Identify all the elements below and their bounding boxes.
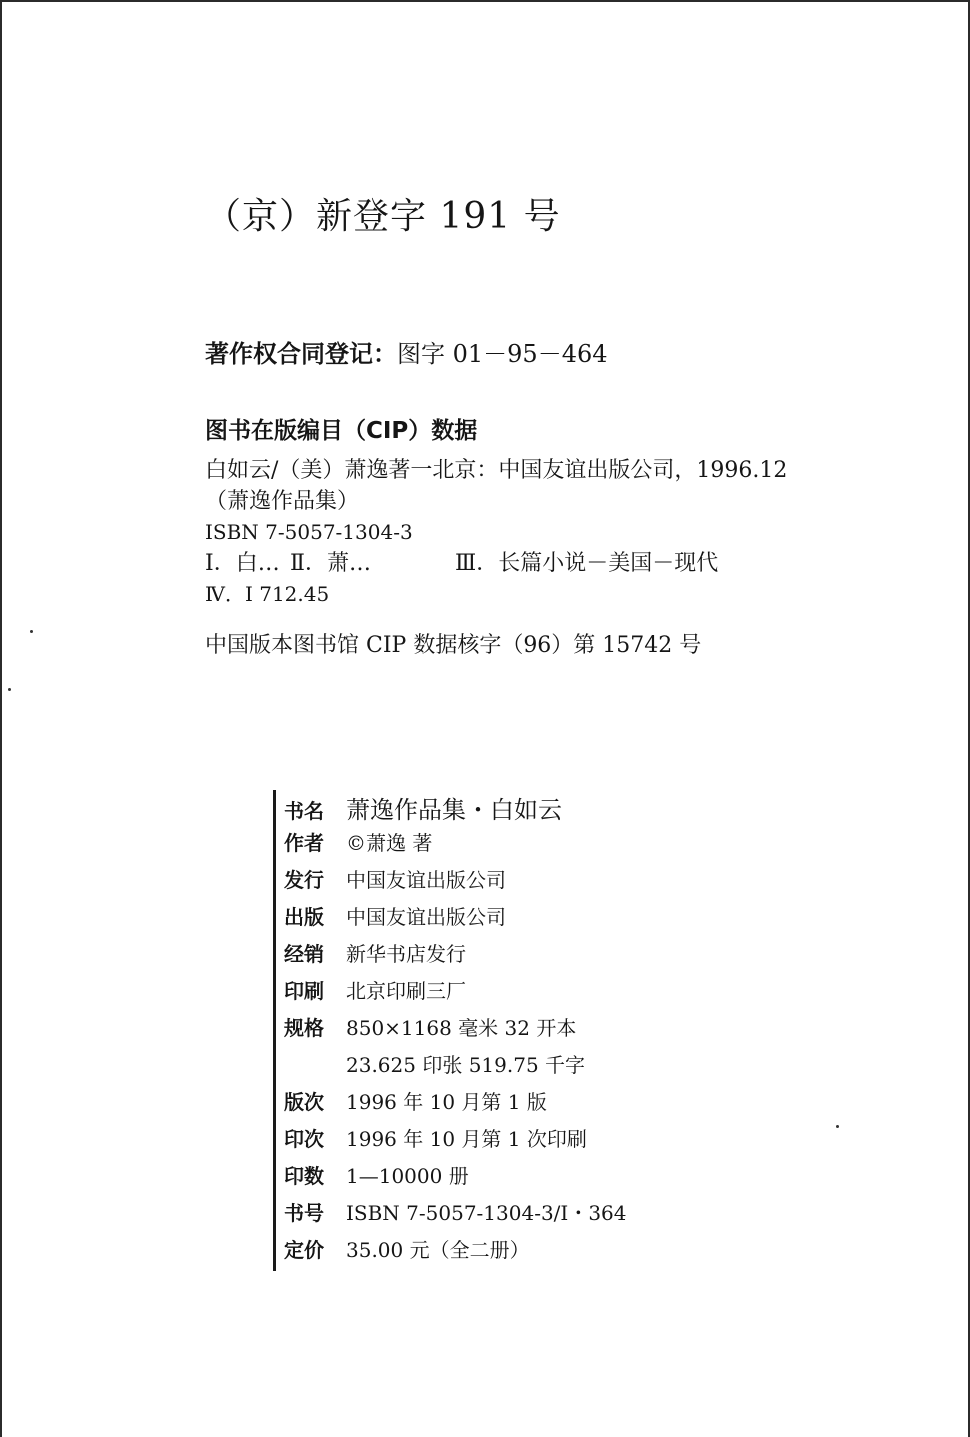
imprint-value: 新华书店发行	[346, 942, 466, 966]
copyright-registration-value: 图字 01－95－464	[397, 340, 608, 368]
scan-speck	[836, 1125, 839, 1128]
imprint-row-publisher	[284, 901, 744, 938]
cip-series-line: （萧逸作品集）	[205, 489, 360, 514]
imprint-value: 1—10000 册	[346, 1164, 469, 1188]
imprint-value: ISBN 7-5057-1304-3/Ⅰ・364	[346, 1201, 627, 1225]
cip-citation-line: 白如云/（美）萧逸著一北京：中国友谊出版公司，1996.12	[205, 458, 788, 483]
imprint-label: 印数	[284, 1164, 324, 1188]
imprint-label: 书号	[284, 1201, 324, 1225]
imprint-value: 1996 年 10 月第 1 次印刷	[346, 1127, 587, 1151]
imprint-label: 印刷	[284, 979, 324, 1003]
imprint-label: 出版	[284, 905, 324, 929]
imprint-table	[273, 790, 744, 1271]
imprint-label: 印次	[284, 1127, 324, 1151]
cip-data-block	[205, 412, 905, 610]
imprint-value: 中国友谊出版公司	[346, 868, 506, 892]
cip-class-4: Ⅳ．I 712.45	[205, 582, 330, 606]
imprint-row-format-continued	[284, 1049, 744, 1086]
imprint-label: 书名	[284, 799, 324, 823]
scan-edge-top	[0, 0, 970, 2]
imprint-value: 北京印刷三厂	[346, 979, 466, 1003]
imprint-label: 作者	[284, 831, 324, 855]
copyright-contract-registration	[205, 334, 608, 369]
imprint-label: 发行	[284, 868, 324, 892]
imprint-label: 规格	[284, 1016, 324, 1040]
imprint-row-title	[284, 790, 744, 827]
imprint-value: 萧逸作品集・白如云	[346, 796, 562, 824]
imprint-row-printer	[284, 975, 744, 1012]
cip-class-1: Ⅰ．白…	[205, 551, 280, 576]
cip-class-2: Ⅱ．萧…	[290, 551, 371, 576]
imprint-row-printing	[284, 1123, 744, 1160]
imprint-row-book-number	[284, 1197, 744, 1234]
scan-speck	[8, 688, 11, 691]
imprint-row-seller	[284, 938, 744, 975]
publisher-registration-number: （京）新登字 191 号	[205, 196, 561, 237]
imprint-row-price	[284, 1234, 744, 1271]
cip-classification	[205, 548, 905, 579]
copyright-registration-label: 著作权合同登记：	[205, 340, 397, 368]
imprint-value: 35.00 元（全二册）	[346, 1238, 530, 1262]
scan-edge-left	[0, 0, 2, 1437]
scan-speck	[30, 630, 33, 633]
cip-isbn: ISBN 7-5057-1304-3	[205, 520, 413, 544]
imprint-value: 中国友谊出版公司	[346, 905, 506, 929]
cip-verification-number: 中国版本图书馆 CIP 数据核字（96）第 15742 号	[205, 633, 702, 658]
cip-title: 图书在版编目（CIP）数据	[205, 418, 478, 444]
imprint-row-distributor	[284, 864, 744, 901]
imprint-row-format	[284, 1012, 744, 1049]
imprint-row-print-run	[284, 1160, 744, 1197]
imprint-value: ©萧逸 著	[346, 831, 433, 855]
cip-class-3: Ⅲ．长篇小说－美国－现代	[455, 551, 719, 576]
imprint-label: 版次	[284, 1090, 324, 1114]
imprint-value: 23.625 印张 519.75 千字	[346, 1053, 586, 1077]
imprint-value: 850×1168 毫米 32 开本	[346, 1016, 577, 1040]
imprint-row-author	[284, 827, 744, 864]
imprint-value: 1996 年 10 月第 1 版	[346, 1090, 547, 1114]
imprint-row-edition	[284, 1086, 744, 1123]
imprint-label: 定价	[284, 1238, 324, 1262]
imprint-label: 经销	[284, 942, 324, 966]
